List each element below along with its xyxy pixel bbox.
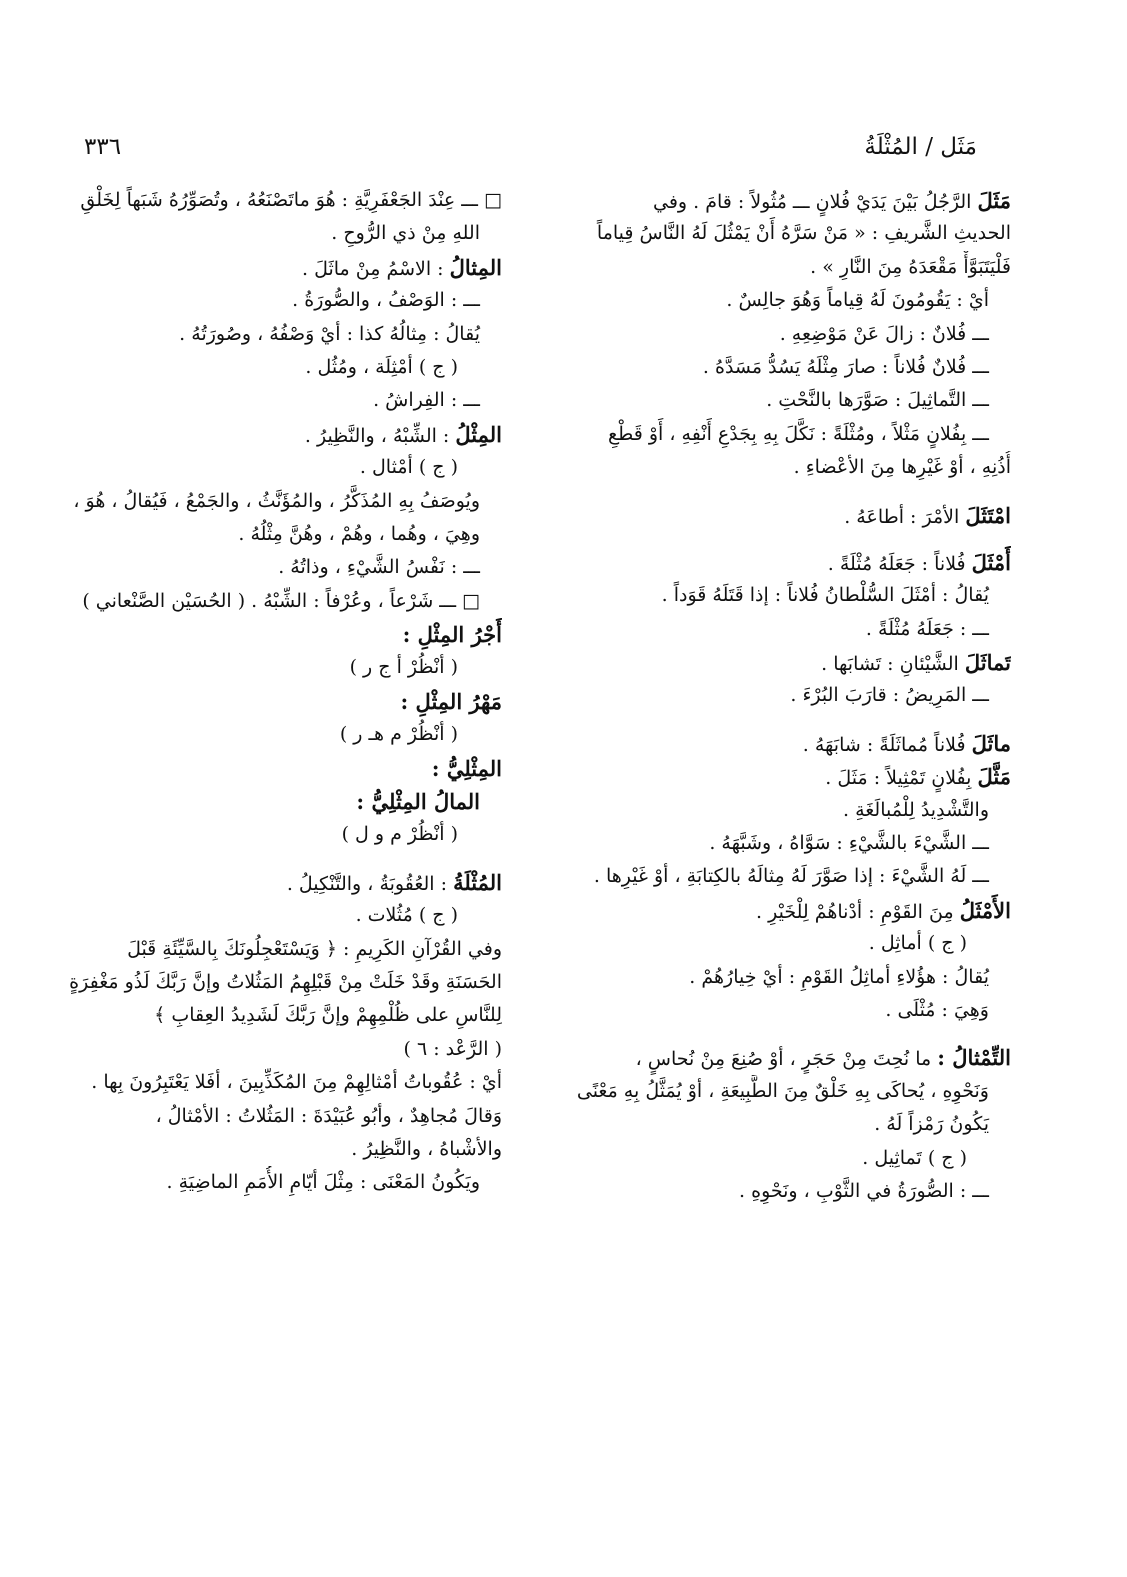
entry-line [52,718,502,751]
definition-text: ( ج ) أمْثال . [359,456,458,479]
definition-text: ( ج ) أمْثِلَة ، ومُثُل . [305,355,458,378]
entry-line [541,794,1011,827]
definition-text: ( أنْظُرْ أ ج ر ) [349,656,458,679]
definition-text: ـــ : نَفْسُ الشَّيْءِ ، وذاتُهُ . [278,556,480,579]
entry-line [541,284,1011,317]
definition-text: يُقالُ : مِثالُهُ كذا : أيْ وَصْفُهُ ، وصُورَتُهُ . [179,322,480,345]
definition-text: ( ج ) مُثُلات . [355,904,458,927]
entry-line [541,860,1011,893]
definition-text: ـــ بِفُلانٍ مَثْلاً ، ومُثْلَةً : نَكَّلَ بِهِ بِجَدْعِ أَنْفِهِ ، أَوْ قَطْعِ [608,422,989,445]
definition-text: الشَّيْئانِ : تَشابَها . [821,653,959,676]
headword: المُثْلَةُ [453,869,502,895]
entry-line [541,994,1011,1027]
definition-text: وَنَحْوِهِ ، يُحاكَى بِهِ خَلْقٌ مِنَ الطَّبِيعَةِ ، أوْ يُمَثَّلُ بِهِ مَعْنًى [576,1079,989,1102]
definition-text: ـــ الشَّيْءَ بالشَّيْءِ : سَوَّاهُ ، وشَبَّهَهُ . [709,832,989,855]
entry-line [541,1142,1011,1175]
definition-text: ( الرَّعْد : ٦ ) [403,1037,502,1060]
entry-line [541,418,1011,451]
entry-line [52,1133,502,1166]
entry-line [541,727,1011,760]
definition-text: ـــ فُلانٌ : زالَ عَنْ مَوْضِعِهِ . [779,322,989,345]
entry-line [52,284,502,317]
entry-line [541,318,1011,351]
entry-line [52,1033,502,1066]
entry-line [52,251,502,284]
headword: الأَمْثَلُ [959,897,1011,923]
definition-text: ـــ : الفِراشُ . [373,389,480,412]
definition-text: أُذُنِهِ ، أوْ غَيْرِها مِنَ الأعْضاءِ . [793,456,1011,479]
headword: أَمْثَلَ [971,549,1011,575]
definition-text: : الشِّبْهُ ، والنَّظِيرُ . [304,424,450,447]
definition-text: الأمْرَ : أطاعَهُ . [844,505,960,528]
headword: مَثَلَ [977,188,1011,213]
definition-text: يُقالُ : أمْثَلَ السُّلْطانُ فُلاناً : إذا قَتَلَهُ قَوَداً . [661,584,989,607]
definition-text: وَهِيَ : مُثْلَى . [885,998,989,1021]
entry-line [541,1175,1011,1208]
headword: التِّمْثالُ : [937,1045,1011,1071]
definition-text: ـــ لَهُ الشَّيْءَ : إذا صَوَّرَ لَهُ مِثالَهُ بالكِتابَةِ ، أوْ غَيْرِها . [593,865,989,888]
definition-text: والأشْباهُ ، والنَّظِيرُ . [351,1137,502,1160]
headword: المِثالُ [449,254,502,280]
headword: امْتَثَلَ [965,502,1011,528]
entry-line [541,1041,1011,1074]
entry-line [52,518,502,551]
headword: المِثْلِيُّ : [431,755,502,781]
definition-text: ـــ : جَعَلَهُ مُثْلَةً . [865,617,989,640]
entry-line [541,384,1011,417]
entry-line [52,685,502,718]
definition-text: ـــ المَرِيضُ : قارَبَ البُرْءَ . [790,684,989,707]
definition-text: فَلْيَتَبَوَّأْ مَقْعَدَهُ مِنَ النَّارِ » . [810,255,1011,278]
headword: المالُ المِثْلِيُّ : [356,789,480,815]
headword: المِثْلُ [455,421,502,447]
entry-line [541,1108,1011,1141]
entry-line [541,927,1011,960]
entry-line [52,999,502,1032]
definition-text: اللهِ مِنْ ذي الرُّوحِ . [331,222,480,245]
definition-text: يَكُونُ رَمْزاً لَهُ . [874,1113,989,1136]
entry-line [52,966,502,999]
definition-text: ( ج ) أماثِل . [868,932,967,955]
entry-line [52,184,502,217]
left-column [52,184,502,1200]
entry-line [541,351,1011,384]
definition-text: : العُقُوبَةُ ، والتَّنْكِيلُ . [286,872,448,895]
entry-line [541,499,1011,532]
entry-line [541,184,1011,217]
definition-text: □ ـــ عِنْدَ الجَعْفَرِيَّةِ : هُوَ ماتَصْنَعُهُ ، وتُصَوِّرُهُ شَبَهاً لِخَلْقِ [80,189,502,211]
entry-line [52,551,502,584]
entry-line [52,752,502,785]
definition-text: ويُوصَفُ بِهِ المُذَكَّرُ ، والمُؤَنَّثُ ، والجَمْعُ ، فَيُقالُ ، هُوَ ، [73,489,480,512]
entry-line [541,760,1011,793]
entry-line [52,618,502,651]
definition-text: الحَسَنَةِ وقَدْ خَلَتْ مِنْ قَبْلِهِمُ المَثُلاتُ وإنَّ رَبَّكَ لَذُو مَغْفِرَةٍ [69,970,502,993]
definition-text: ( أنْظُرْ م هـ ر ) [339,723,458,746]
entry-line [52,933,502,966]
entry-line [52,217,502,250]
entry-line [52,585,502,618]
headword: ماثَلَ [971,730,1011,756]
entry-line [52,899,502,932]
definition-text: □ ـــ شَرْعاً ، وعُرْفاً : الشِّبْهُ . ( الحُسَيْن الصَّنْعاني ) [82,589,480,612]
right-column [541,184,1011,1208]
entry-line [541,894,1011,927]
definition-text: أيْ : عُقُوباتُ أمْثالِهِمْ مِنَ المُكَذِّبِينَ ، أفَلا يَعْتَبِرُونَ بِها . [91,1071,502,1094]
definition-text: ـــ : الصُّورَةُ في الثَّوْبِ ، ونَحْوِهِ . [739,1179,989,1202]
definition-text: ويَكُونُ المَعْنَى : مِثْلَ أيّامِ الأُمَمِ الماضِيَةِ . [166,1171,480,1194]
definition-text: لِلنَّاسِ على ظُلْمِهِمْ وإنَّ رَبَّكَ لَشَدِيدُ العِقابِ ﴾ [154,1004,502,1027]
definition-text: وفي القُرْآنِ الكَرِيمِ : ﴿ وَيَسْتَعْجِلُونَكَ بِالسَّيِّئَةِ قَبْلَ [127,937,502,960]
definition-text: ( ج ) تَماثِيل . [862,1146,967,1169]
entry-line [52,1066,502,1099]
definition-text: ـــ التَّماثِيلَ : صَوَّرَها بالنَّحْتِ . [766,389,989,412]
entry-line [541,1075,1011,1108]
entry-line [52,818,502,851]
definition-text: وَقالَ مُجاهِدٌ ، وأبُو عُبَيْدَةَ : المَثُلاتُ : الأمْثالُ ، [155,1104,502,1127]
headword: مَهْرُ المِثْلِ : [400,688,502,714]
definition-text: يُقالُ : هؤُلاءِ أماثِلُ القَوْمِ : أيْ خِيارُهُمْ . [689,965,989,988]
definition-text: والتَّشْدِيدُ لِلْمُبالَغَةِ . [842,798,989,821]
entry-line [541,546,1011,579]
entry-line [52,451,502,484]
entry-line [52,1100,502,1133]
definition-text: ـــ : الوَصْفُ ، والصُّورَةُ . [292,289,480,312]
definition-text: ( أنْظُرْ م و ل ) [341,823,458,846]
entry-line [52,1166,502,1199]
entry-line [52,866,502,899]
entry-line [541,251,1011,284]
entry-line [52,384,502,417]
definition-text: فُلاناً : جَعَلَهُ مُثْلَةً . [827,552,966,575]
entry-line [541,451,1011,484]
definition-text: الرَّجُلُ بَيْنَ يَدَيْ فُلانٍ ـــ مُثُولاً : قامَ . وفي [652,191,972,213]
definition-text: : الاسْمُ مِنْ ماثَلَ . [302,257,444,280]
entry-line [541,827,1011,860]
headword: تَماثَلَ [964,650,1011,676]
entry-line [541,679,1011,712]
entry-line [52,318,502,351]
entry-line [52,485,502,518]
headword: أَجْرُ المِثْلِ : [402,622,502,648]
page-header-title: مَثَل / المُثْلَةُ [864,134,977,160]
definition-text: أيْ : يَقُومُونَ لَهُ قِياماً وَهُوَ جالِسٌ . [726,289,989,312]
entry-line [541,961,1011,994]
entry-line [541,646,1011,679]
entry-line [52,351,502,384]
entry-line [541,579,1011,612]
definition-text: ما نُحِتَ مِنْ حَجَرٍ ، أوْ صُنِعَ مِنْ نُحاسٍ ، [635,1048,932,1071]
page-number: ٣٣٦ [84,134,122,160]
entry-line [52,418,502,451]
definition-text: فُلاناً مُماثَلَةً : شابَهَهُ . [802,733,966,756]
entry-line [541,613,1011,646]
headword: مَثَّلَ [977,764,1011,790]
entry-line [52,785,502,818]
definition-text: وهِيَ ، وهُما ، وهُمْ ، وهُنَّ مِثْلُهُ . [238,522,480,545]
definition-text: مِنَ القَوْمِ : أدْناهُمْ لِلْخَيْرِ . [756,900,954,923]
definition-text: الحديثِ الشَّريفِ : « مَنْ سَرَّهُ أَنْ يَمْثُلَ لَهُ النَّاسُ قِياماً [596,222,1011,245]
entry-line [52,651,502,684]
definition-text: ـــ فُلانٌ فُلاناً : صارَ مِثْلَهُ يَسُدُّ مَسَدَّهُ . [702,355,989,378]
entry-line [541,217,1011,250]
definition-text: بِفُلانٍ تَمْثِيلاً : مَثَلَ . [825,767,972,790]
